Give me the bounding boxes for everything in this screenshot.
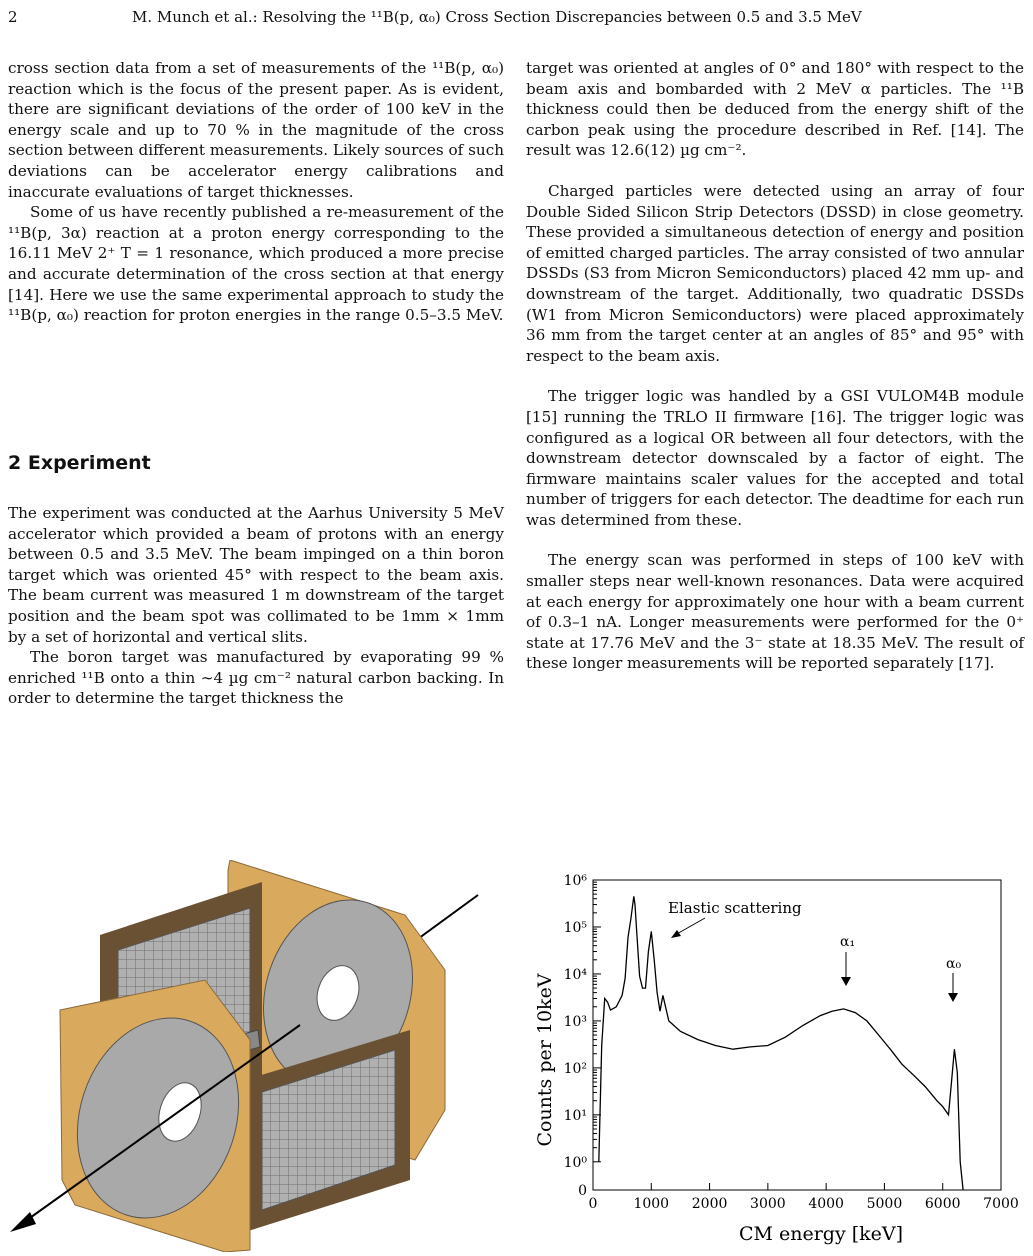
y-axis-label: Counts per 10keV: [534, 973, 556, 1147]
y-tick-label: 10³: [563, 1013, 587, 1030]
left-column-intro: [8, 58, 504, 326]
paragraph: The experiment was conducted at the Aarhus University 5 MeV accelerator which provided a beam of protons with an energy between 0.5 and 3.5 MeV. The beam impinged on a thin boron target which was oriented 45° with respect to the beam axis. The beam current was measured 1 m downstream of the target position and the beam spot was collimated to be 1mm × 1mm by a set of horizontal and vertical slits.: [8, 504, 504, 646]
paragraph: The boron target was manufactured by evaporating 99 % enriched ¹¹B onto a thin ∼4 µg cm⁻² natural carbon backing. In order to determine the target thickness the: [8, 648, 504, 708]
y-tick-label: 10⁰: [563, 1154, 587, 1171]
annotation-alpha0-arrowhead: [948, 993, 958, 1002]
y-tick-label: 10⁵: [563, 919, 587, 936]
running-header: [8, 8, 1025, 32]
annotation-elastic-arrowhead: [671, 930, 681, 938]
x-tick-label: 6000: [924, 1196, 961, 1212]
page-number: 2: [8, 8, 18, 26]
annotation-alpha1-arrowhead: [841, 977, 851, 986]
detector-setup-figure: [0, 860, 520, 1252]
x-tick-label: 3000: [750, 1196, 786, 1212]
paragraph: The trigger logic was handled by a GSI VULOM4B module [15] running the TRLO II firmware [16]. The trigger logic was configured as a logical OR between all four detectors, with the downstream detector downscaled by a factor of eight. The firmware maintains scaler values for the accepted and total number of triggers for each detector. The deadtime for each run was determined from these.: [526, 387, 1024, 529]
annotation-elastic-arrow: [675, 918, 705, 935]
y-tick-label: 10⁴: [563, 966, 587, 983]
section-heading: 2 Experiment: [8, 452, 151, 474]
y-tick-label: 10¹: [563, 1107, 587, 1124]
detector-illustration: [0, 860, 520, 1252]
series-line: [599, 896, 963, 1190]
paragraph: target was oriented at angles of 0° and 180° with respect to the beam axis and bombarded with 2 MeV α particles. The ¹¹B thickness could then be deduced from the energy shift of the carbon peak using the procedure described in Ref. [14]. The result was 12.6(12) µg cm⁻².: [526, 59, 1024, 160]
left-column-experiment: [8, 503, 504, 709]
x-tick-label: 4000: [808, 1196, 844, 1212]
paragraph: The energy scan was performed in steps of 100 keV with smaller steps near well-known resonances. Data were acquired at each energy for approximately one hour with a beam current of 0.3–1 nA. Longer measurements were performed for the 0⁺ state at 17.76 MeV and the 3⁻ state at 18.35 MeV. The result of these longer measurements will be reported separately [17].: [526, 551, 1024, 673]
plot-frame: [593, 880, 1001, 1190]
y-tick-label: 10²: [563, 1060, 587, 1077]
y-tick-label: 10⁶: [563, 873, 587, 889]
x-tick-label: 1000: [633, 1196, 670, 1212]
spectrum-figure: [525, 860, 1033, 1252]
annotation-elastic-scattering: Elastic scattering: [668, 899, 802, 917]
paragraph: Some of us have recently published a re-measurement of the ¹¹B(p, 3α) reaction at a proton energy corresponding to the 16.11 MeV 2⁺ T = 1 resonance, which produced a more precise and accurate determination of the cross section at that energy [14]. Here we use the same experimental approach to study the ¹¹B(p, α₀) reaction for proton energies in the range 0.5–3.5 MeV.: [8, 203, 504, 325]
right-column: [526, 58, 1024, 674]
x-tick-label: 0: [588, 1196, 598, 1212]
x-axis-label: CM energy [keV]: [738, 1223, 904, 1245]
x-tick-label: 2000: [691, 1196, 728, 1212]
annotation-alpha0: α₀: [946, 956, 962, 972]
beam-arrowhead: [10, 1212, 36, 1232]
paragraph: cross section data from a set of measurements of the ¹¹B(p, α₀) reaction which is the focus of the present paper. As is evident, there are significant deviations of the order of 100 keV in the energy scale and up to 70 % in the magnitude of the cross section between different measurements. Likely sources of such deviations can be accelerator energy calibrations and inaccurate evaluations of target thicknesses.: [8, 59, 504, 201]
y-tick-label: 0: [578, 1183, 587, 1199]
spectrum-chart: [525, 860, 1033, 1252]
x-tick-label: 7000: [983, 1196, 1019, 1212]
annotation-alpha1: α₁: [840, 934, 856, 950]
x-tick-label: 5000: [866, 1196, 903, 1212]
paragraph: Charged particles were detected using an array of four Double Sided Silicon Strip Detectors (DSSD) in close geometry. These provided a simultaneous detection of energy and position of emitted charged particles. The array consisted of two annular DSSDs (S3 from Micron Semiconductors) placed 42 mm up- and downstream of the target. Additionally, two quadratic DSSDs (W1 from Micron Semiconductors) were placed approximately 36 mm from the target center at an angles of 85° and 95° with respect to the beam axis.: [526, 181, 1024, 365]
running-title: M. Munch et al.: Resolving the ¹¹B(p, α₀) Cross Section Discrepancies between 0.5 and 3.5 MeV: [132, 8, 862, 26]
